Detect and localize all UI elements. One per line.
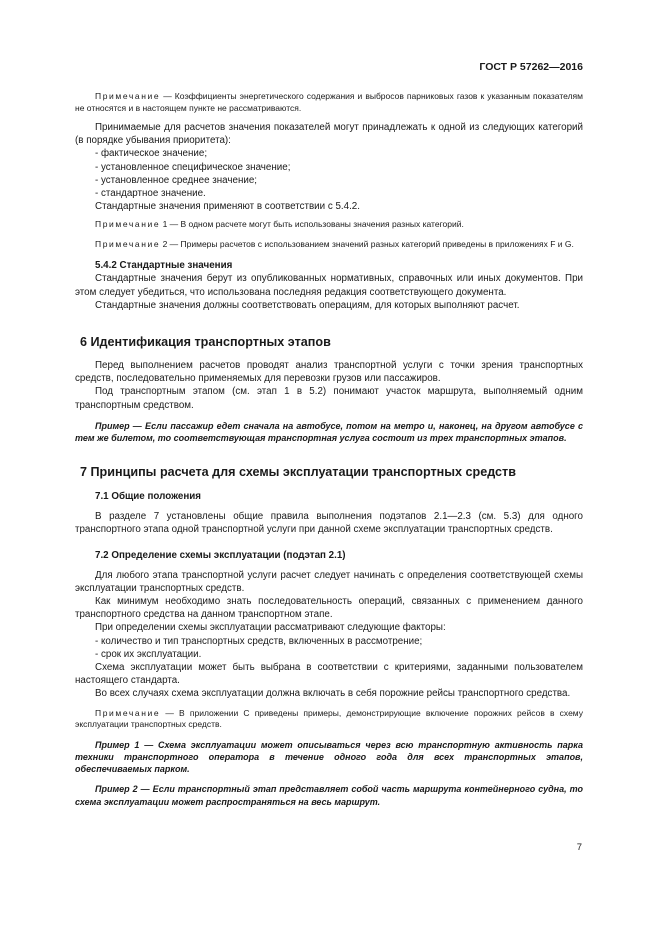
example: Пример — Если пассажир едет сначала на автобусе, потом на метро и, наконец, на другом автобусе с тем же билетом, то соответствующая транспортная услуга состоит из трех транспортных этапов. [75, 420, 583, 444]
paragraph: Принимаемые для расчетов значения показателей могут принадлежать к одной из следующих категорий (в порядке убывания приоритета): [75, 122, 583, 147]
standard-number: ГОСТ Р 57262—2016 [479, 61, 583, 73]
note-label: Примечание [95, 91, 161, 101]
subsection-title-7-2: 7.2 Определение схемы эксплуатации (подэтап 2.1) [95, 549, 346, 561]
list-item: - фактическое значение; [95, 148, 208, 160]
note-text: — В приложении С приведены примеры, демонстрирующие включение порожних рейсов в схему эксплуатации транспортных средств. [75, 707, 583, 730]
paragraph: В разделе 7 установлены общие правила выполнения подэтапов 2.1—2.3 (см. 5.3) для одного транспортного этапа одной транспортной услуги при данной схеме эксплуатации транспортных средств. [75, 511, 583, 536]
paragraph: Перед выполнением расчетов проводят анализ транспортной услуги с точки зрения транспортных средств, последовательно применяемых для перевозки грузов или пассажиров. [75, 360, 583, 385]
list-item: - установленное среднее значение; [95, 174, 258, 186]
note-2 [75, 219, 583, 231]
factor-list [75, 635, 583, 661]
note-7-2 [75, 708, 583, 731]
section-title-7: 7 Принципы расчета для схемы эксплуатации транспортных средств [80, 465, 516, 480]
example-1: Пример 1 — Схема эксплуатации может описываться через всю транспортную активность парка техники транспортного оператора в течение одного года для всех транспортных этапов, обеспечиваемых парком. [75, 739, 583, 775]
list-item: - стандартное значение. [95, 188, 206, 200]
note-text: 1 — В одном расчете могут быть использованы значения разных категорий. [160, 219, 464, 230]
paragraph: При определении схемы эксплуатации рассматривают следующие факторы: [95, 622, 446, 634]
list-item: - установленное специфическое значение; [95, 161, 291, 173]
page-content [75, 91, 583, 808]
note-text: 2 — Примеры расчетов с использованием значений разных категорий приведены в приложениях F и G. [160, 238, 574, 249]
list-item: - количество и тип транспортных средств, включенных в рассмотрение; [95, 635, 423, 647]
category-list [75, 147, 583, 200]
paragraph: Для любого этапа транспортной услуги расчет следует начинать с определения соответствующей схемы эксплуатации транспортных средств. [75, 569, 583, 594]
note-3 [75, 239, 583, 251]
note-1 [75, 91, 583, 114]
note-text: — Коэффициенты энергетического содержания и выбросов парниковых газов к указанным показателям не относятся и в настоящем пункте не рассматриваются. [75, 91, 583, 113]
paragraph: Стандартные значения должны соответствовать операциям, для которых выполняют расчет. [95, 299, 520, 311]
paragraph: Стандартные значения берут из опубликованных нормативных, справочных или иных документов. При этом следует убедиться, что использована последняя редакция соответствующего документа. [75, 273, 583, 298]
note-label: Примечание [95, 707, 161, 718]
subsection-title-7-1: 7.1 Общие положения [95, 491, 202, 503]
paragraph: Как минимум необходимо знать последовательность операций, связанных с применением данного транспортного средства на данном транспортном этапе. [75, 596, 583, 621]
subsection-title-5-4-2: 5.4.2 Стандартные значения [95, 260, 233, 272]
paragraph: Схема эксплуатации может быть выбрана в соответствии с критериями, заданными пользователем настоящего стандарта. [75, 662, 583, 687]
section-title-6: 6 Идентификация транспортных этапов [80, 335, 331, 350]
paragraph: Во всех случаях схема эксплуатации должна включать в себя порожние рейсы транспортного средства. [95, 688, 571, 700]
paragraph: Под транспортным этапом (см. этап 1 в 5.2) понимают участок маршрута, выполняемый одним транспортным средством. [75, 386, 583, 411]
page-number: 7 [576, 842, 582, 853]
note-label: Примечание [95, 219, 161, 230]
example-2: Пример 2 — Если транспортный этап представляет собой часть маршрута контейнерного судна, то схема эксплуатации может распространяться на весь маршрут. [75, 784, 583, 807]
list-item: - срок их эксплуатации. [95, 648, 202, 660]
paragraph: Стандартные значения применяют в соответствии с 5.4.2. [95, 201, 360, 213]
note-label: Примечание [95, 238, 161, 249]
